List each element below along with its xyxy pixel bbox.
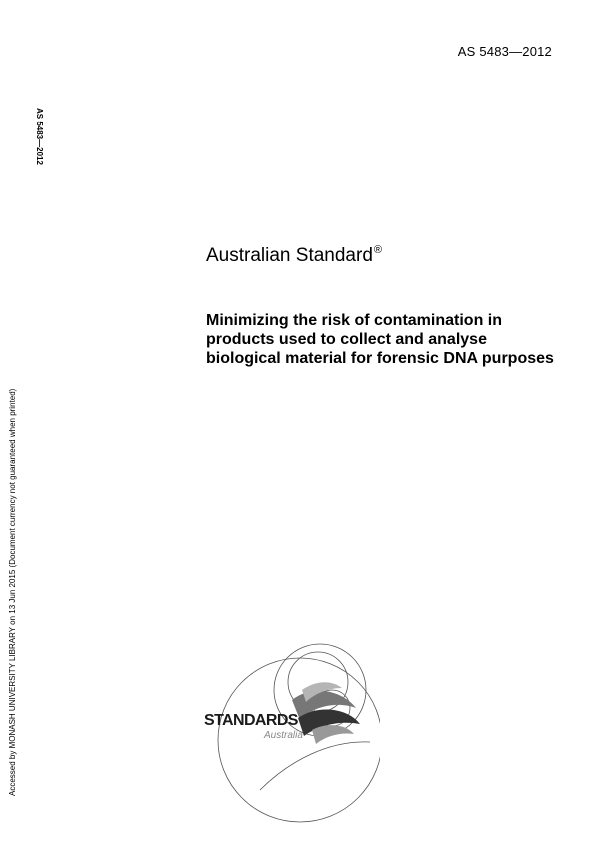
logo-wordmark: STANDARDS <box>204 712 298 729</box>
document-title: Minimizing the risk of contamination in products used to collect and analyse biological material for forensic DNA purposes <box>206 312 554 367</box>
logo-subtext: Australia <box>264 730 303 741</box>
spine-document-number <box>32 108 48 228</box>
access-note-text: Accessed by MONASH UNIVERSITY LIBRARY on 13 Jun 2015 (Document currency not guaranteed when printed) <box>8 388 17 796</box>
registered-mark: ® <box>373 244 382 256</box>
series-title-text: Australian Standard <box>206 245 373 266</box>
spine-document-number-text: AS 5483—2012 <box>35 108 44 165</box>
series-title <box>206 244 382 267</box>
standards-australia-logo <box>200 630 380 830</box>
access-note <box>6 378 20 798</box>
document-number: AS 5483—2012 <box>457 44 552 59</box>
